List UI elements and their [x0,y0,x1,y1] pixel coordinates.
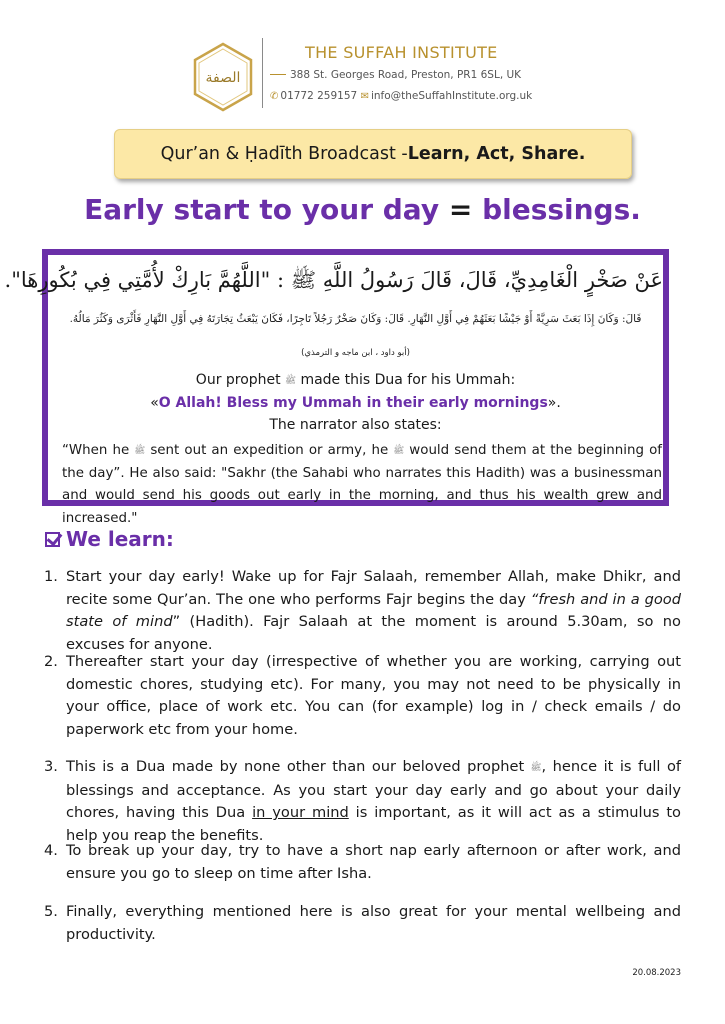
dua-open: « [150,395,159,411]
narr-b: sent out an expedition or army, he [150,443,389,458]
list-item-number: 2. [44,653,58,670]
list-item-text: Finally, everything mentioned here is also great for your mental wellbeing and productivity. [66,903,681,943]
pbuh-symbol: ﷺ [530,763,542,773]
phone-icon: ✆ [270,91,279,102]
item3-underlined: in your mind [252,804,349,821]
dua-text: O Allah! Bless my Ummah in their early mornings [158,395,548,411]
dua-intro-b: made this Dua for his Ummah: [300,372,516,388]
institute-logo [192,42,254,112]
title-part1: Early start to your day [84,193,440,226]
title-equals: = [448,193,473,226]
item1-quote: “fresh and in a good state of mind [66,590,681,630]
title-part2: blessings. [482,193,641,226]
list-item-text: Thereafter start your day (irrespective of whether you are working, carrying out domestic chores, studying etc). For many, you may not need to be physically in your office, place of work etc. You can (for example) log in / check emails / do paperwork etc from your home. [66,653,681,738]
pbuh-symbol: ﷺ [393,446,405,456]
phone-number: 01772 259157 [280,90,358,102]
list-item-number: 5. [44,903,58,920]
item3-text-a: This is a Dua made by none other than our beloved prophet [66,758,525,775]
dua-intro-a: Our prophet [195,372,281,388]
email-address: info@theSuffahInstitute.org.uk [370,90,533,102]
hadith-arabic-main: عَنْ صَخْرٍ الْغَامِدِيِّ، قَالَ، قَالَ رَسُولُ اللَّهِ ﷺ : "اللَّهُمَّ بَارِكْ لأُمَّتِي فِي بُكُورِهَا". [4,268,663,292]
list-item [44,901,681,946]
narr-c: would send them at the beginning of the day”. He also said: "Sakhr (the Sahabi who narrates this Hadith) was a businessman and would send his goods out early in the morning, and thus his wealth grew and increased." [62,443,662,526]
hadith-box [4,249,669,526]
list-item-text [66,756,681,847]
narrator-intro: The narrator also states: [269,417,442,433]
banner-prefix: Qur’an & Ḥadīth Broadcast - [160,144,408,164]
banner-emphasis: Learn, Act, Share. [407,144,586,164]
checkbox-icon [45,532,60,547]
list-item-number: 1. [44,568,58,585]
item3-text-c: is important, as it will act as a stimulus to help you reap the benefits. [66,804,681,844]
dua-intro [48,372,663,388]
institute-address [270,69,521,81]
pbuh-symbol: ﷺ [134,446,146,456]
logo-calligraphy: الصفة [205,70,241,86]
address-dash [270,74,286,75]
we-learn-heading [45,527,174,551]
hadith-reference: (أبو داود ، ابن ماجه و الترمذي) [301,348,410,358]
item1-text-a: Start your day early! Wake up for Fajr Salaah, remember Allah, make Dhikr, and recite some Qur’an. The one who performs Fajr begins the day [66,568,681,608]
header-divider [262,38,263,108]
dua-translation [48,395,663,411]
narr-a: “When he [62,443,130,458]
list-item [44,756,681,847]
list-item-number: 3. [44,758,58,775]
dua-close: ». [547,395,561,411]
email-icon: ✉ [360,91,369,102]
list-item [44,840,681,885]
list-item-text: To break up your day, try to have a short nap early afternoon or after work, and ensure you go to sleep on time after Isha. [66,842,681,882]
we-learn-label: We learn: [66,527,174,551]
document-date: 20.08.2023 [632,968,681,978]
list-item [44,651,681,741]
institute-name: THE SUFFAH INSTITUTE [305,43,498,62]
page-title [0,193,725,226]
list-item [44,566,681,656]
address-text: 388 St. Georges Road, Preston, PR1 6SL, UK [290,69,522,81]
institute-contact [270,90,532,102]
list-item-text [66,566,681,656]
hadith-arabic-sub: قَالَ: وَكَانَ إِذَا بَعَثَ سَرِيَّةً أَوْ جَيْشًا بَعَثَهُمْ فِي أَوَّلِ النَّهَارِ. قَالَ: وَكَانَ صَخْرٌ رَجُلاً تَاجِرًا، فَكَانَ يَبْعَثُ تِجَارَتَهُ فِي أَوَّلِ النَّهَارِ فَأَثْرَى وَكَثُرَ مَالُهُ. [69,313,642,325]
narrator-text [62,440,662,530]
item1-text-c: ” (Hadith). Fajr Salaah at the moment is around 5.30am, so no excuses for anyone. [66,613,681,653]
item3-text-b: , hence it is full of blessings and acceptance. As you start your day early and go about your daily chores, having this Dua [66,758,682,821]
list-item-number: 4. [44,842,58,859]
pbuh-symbol: ﷺ [285,376,296,386]
broadcast-banner [114,129,632,179]
